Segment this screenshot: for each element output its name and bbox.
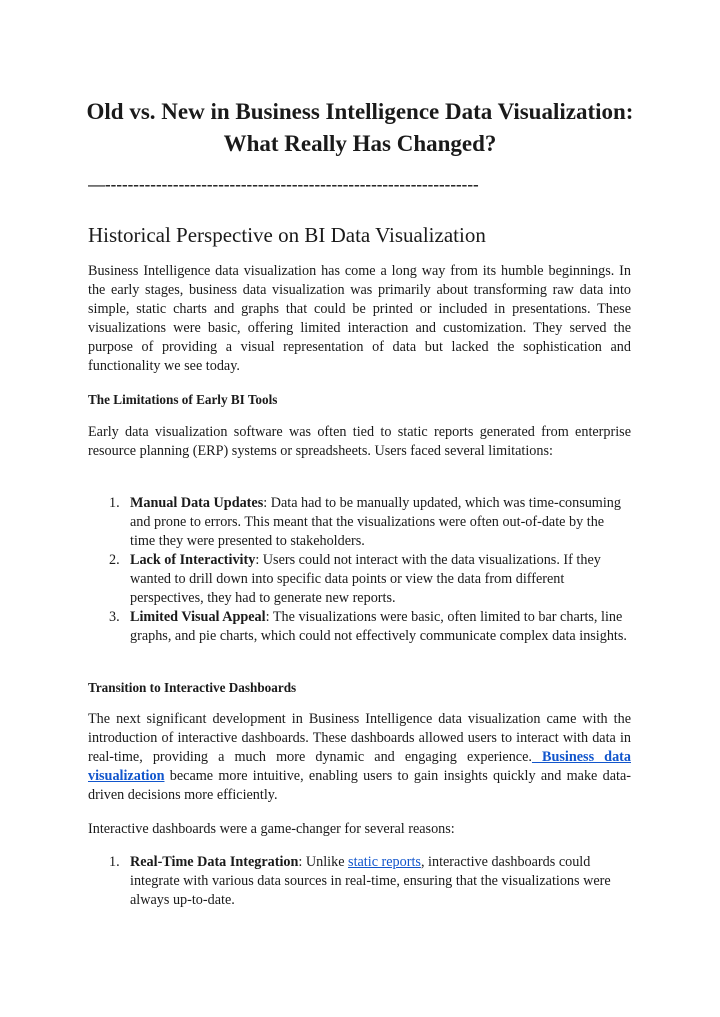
- document-title: Old vs. New in Business Intelligence Data Visualization: What Really Has Changed?: [86, 99, 634, 156]
- transition-paragraph: [88, 710, 631, 805]
- list-number: 3.: [109, 609, 120, 625]
- intro-paragraph: Business Intelligence data visualization has come a long way from its humble beginnings. In the early stages, business data visualization was primarily about transforming raw data into simple, static charts and graphs that could be printed or included in presentations. These visualizations were basic, offering limited interaction and customization. They served the purpose of providing a visual representation of data but lacked the sophistication and functionality we see today.: [88, 263, 631, 374]
- transition-heading: Transition to Interactive Dashboards: [88, 680, 297, 695]
- list-text: : Users could not interact with the data visualizations. If they wanted to drill down into specific data points or view the data from different perspectives, they had to generate new reports.: [130, 552, 601, 606]
- static-reports-link[interactable]: static reports: [348, 854, 421, 870]
- transition-text-before-link: The next significant development in Business Intelligence data visualization came with the introduction of interactive dashboards. These dashboards allowed users to interact with data in real-time, providing a much more dynamic and engaging experience.: [88, 711, 631, 765]
- list-term: Manual Data Updates: [130, 495, 264, 511]
- list-text: : The visualizations were basic, often limited to bar charts, line graphs, and pie charts, which could not effectively communicate complex data insights.: [130, 609, 627, 644]
- limitations-heading: The Limitations of Early BI Tools: [88, 392, 278, 407]
- title-divider: —------------------------------------------------------------------: [88, 175, 479, 194]
- list-term: Limited Visual Appeal: [130, 609, 266, 625]
- limitations-list: [88, 494, 631, 646]
- reasons-list: [88, 853, 631, 910]
- list-number: 1.: [109, 854, 120, 870]
- list-text: : Data had to be manually updated, which was time-consuming and prone to errors. This meant that the visualizations were often out-of-date by the time they were presented to stakeholders.: [130, 495, 621, 549]
- business-data-visualization-link[interactable]: Business data visualization: [88, 749, 631, 784]
- section-heading: Historical Perspective on BI Data Visualization: [88, 223, 486, 247]
- reasons-intro-paragraph: Interactive dashboards were a game-changer for several reasons:: [88, 821, 455, 837]
- transition-text-after-link: became more intuitive, enabling users to gain insights quickly and make data-driven decisions more efficiently.: [88, 768, 631, 803]
- list-term: Lack of Interactivity: [130, 552, 256, 568]
- list-item: [88, 608, 631, 646]
- list-text-before-link: : Unlike: [298, 854, 349, 870]
- list-number: 1.: [109, 495, 120, 511]
- list-item: [88, 494, 631, 551]
- list-item: [88, 853, 631, 910]
- list-text-after-link: , interactive dashboards could integrate with various data sources in real-time, ensuring that the visualizations were always up-to-date.: [130, 854, 611, 908]
- list-term: Real-Time Data Integration: [130, 854, 299, 870]
- list-item: [88, 551, 631, 608]
- list-number: 2.: [109, 552, 120, 568]
- limitations-paragraph: Early data visualization software was often tied to static reports generated from enterprise resource planning (ERP) systems or spreadsheets. Users faced several limitations:: [88, 424, 631, 459]
